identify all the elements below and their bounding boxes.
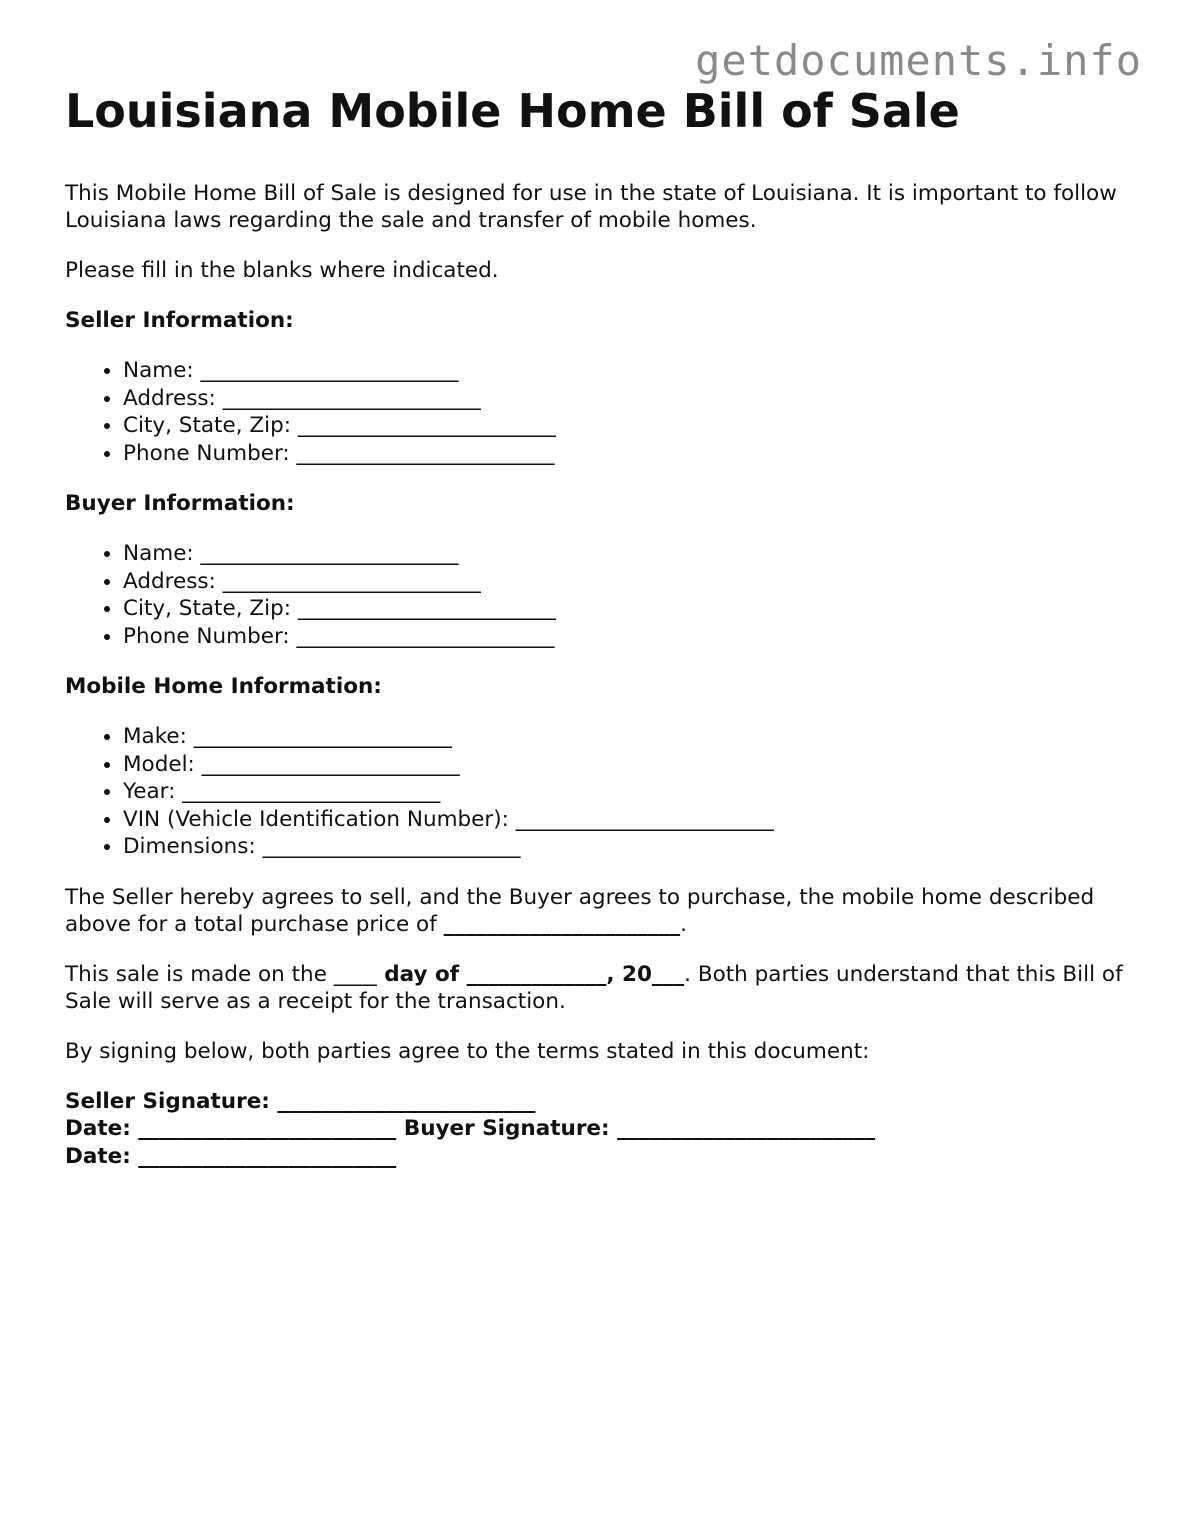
seller-phone-field: • Phone Number: ________________________ — [123, 440, 1125, 468]
seller-signature-line: Seller Signature: ________________________ — [65, 1088, 536, 1114]
signing-intro-paragraph: By signing below, both parties agree to the terms stated in this document: — [65, 1038, 870, 1064]
agreement-end: . — [680, 911, 687, 937]
seller-date-field: Date: ________________________ — [65, 1116, 397, 1141]
buyer-fields-list — [65, 540, 1125, 650]
signature-block — [65, 1088, 1125, 1171]
sale-year-prefix: , 20 — [606, 961, 652, 987]
document-page — [65, 80, 1125, 1170]
seller-date-and-buyer-signature-line — [65, 1115, 1125, 1143]
instructions-paragraph: Please fill in the blanks where indicated. — [65, 258, 499, 283]
buyer-signature-field: Buyer Signature: ________________________ — [403, 1116, 876, 1141]
buyer-date-line: Date: ________________________ — [65, 1143, 397, 1169]
sale-month-blank: _____________ — [466, 961, 607, 987]
sale-year-blank: ___ — [651, 961, 685, 987]
mobile-home-vin-field: • VIN (Vehicle Identification Number): ________________________ — [123, 806, 1125, 834]
seller-name-field: • Name: ________________________ — [123, 357, 1125, 385]
sale-day-of: day of — [376, 961, 467, 987]
seller-address-field: • Address: ________________________ — [123, 385, 1125, 413]
mobile-home-make-field: • Make: ________________________ — [123, 723, 1125, 751]
sale-date-prefix: This sale is made on the — [65, 961, 334, 987]
buyer-city-state-zip-field: • City, State, Zip: ________________________ — [123, 595, 1125, 623]
seller-section-heading: Seller Information: — [65, 308, 294, 333]
mobile-home-section-heading: Mobile Home Information: — [65, 674, 382, 699]
purchase-price-blank: ______________________ — [443, 911, 681, 937]
mobile-home-fields-list — [65, 723, 1125, 861]
page-title: Louisiana Mobile Home Bill of Sale — [65, 84, 960, 138]
mobile-home-model-field: • Model: ________________________ — [123, 751, 1125, 779]
buyer-name-field: • Name: ________________________ — [123, 540, 1125, 568]
agreement-text: The Seller hereby agrees to sell, and the Buyer agrees to purchase, the mobile home described above for a total purchase price of — [65, 884, 1095, 937]
buyer-address-field: • Address: ________________________ — [123, 568, 1125, 596]
agreement-paragraph — [65, 884, 1125, 938]
watermark: getdocuments.info — [695, 36, 1142, 85]
sale-date-paragraph — [65, 961, 1125, 1015]
seller-fields-list — [65, 357, 1125, 467]
mobile-home-year-field: • Year: ________________________ — [123, 778, 1125, 806]
sale-date-suffix: . Both parties understand that this Bill of Sale will serve as a receipt for the transaction. — [65, 961, 1123, 1014]
seller-city-state-zip-field: • City, State, Zip: ________________________ — [123, 412, 1125, 440]
intro-paragraph: This Mobile Home Bill of Sale is designed for use in the state of Louisiana. It is important to follow Louisiana laws regarding the sale and transfer of mobile homes. — [65, 181, 1117, 233]
mobile-home-dimensions-field: • Dimensions: ________________________ — [123, 833, 1125, 861]
buyer-section-heading: Buyer Information: — [65, 491, 295, 516]
buyer-phone-field: • Phone Number: ________________________ — [123, 623, 1125, 651]
sale-day-blank: ____ — [333, 961, 377, 987]
